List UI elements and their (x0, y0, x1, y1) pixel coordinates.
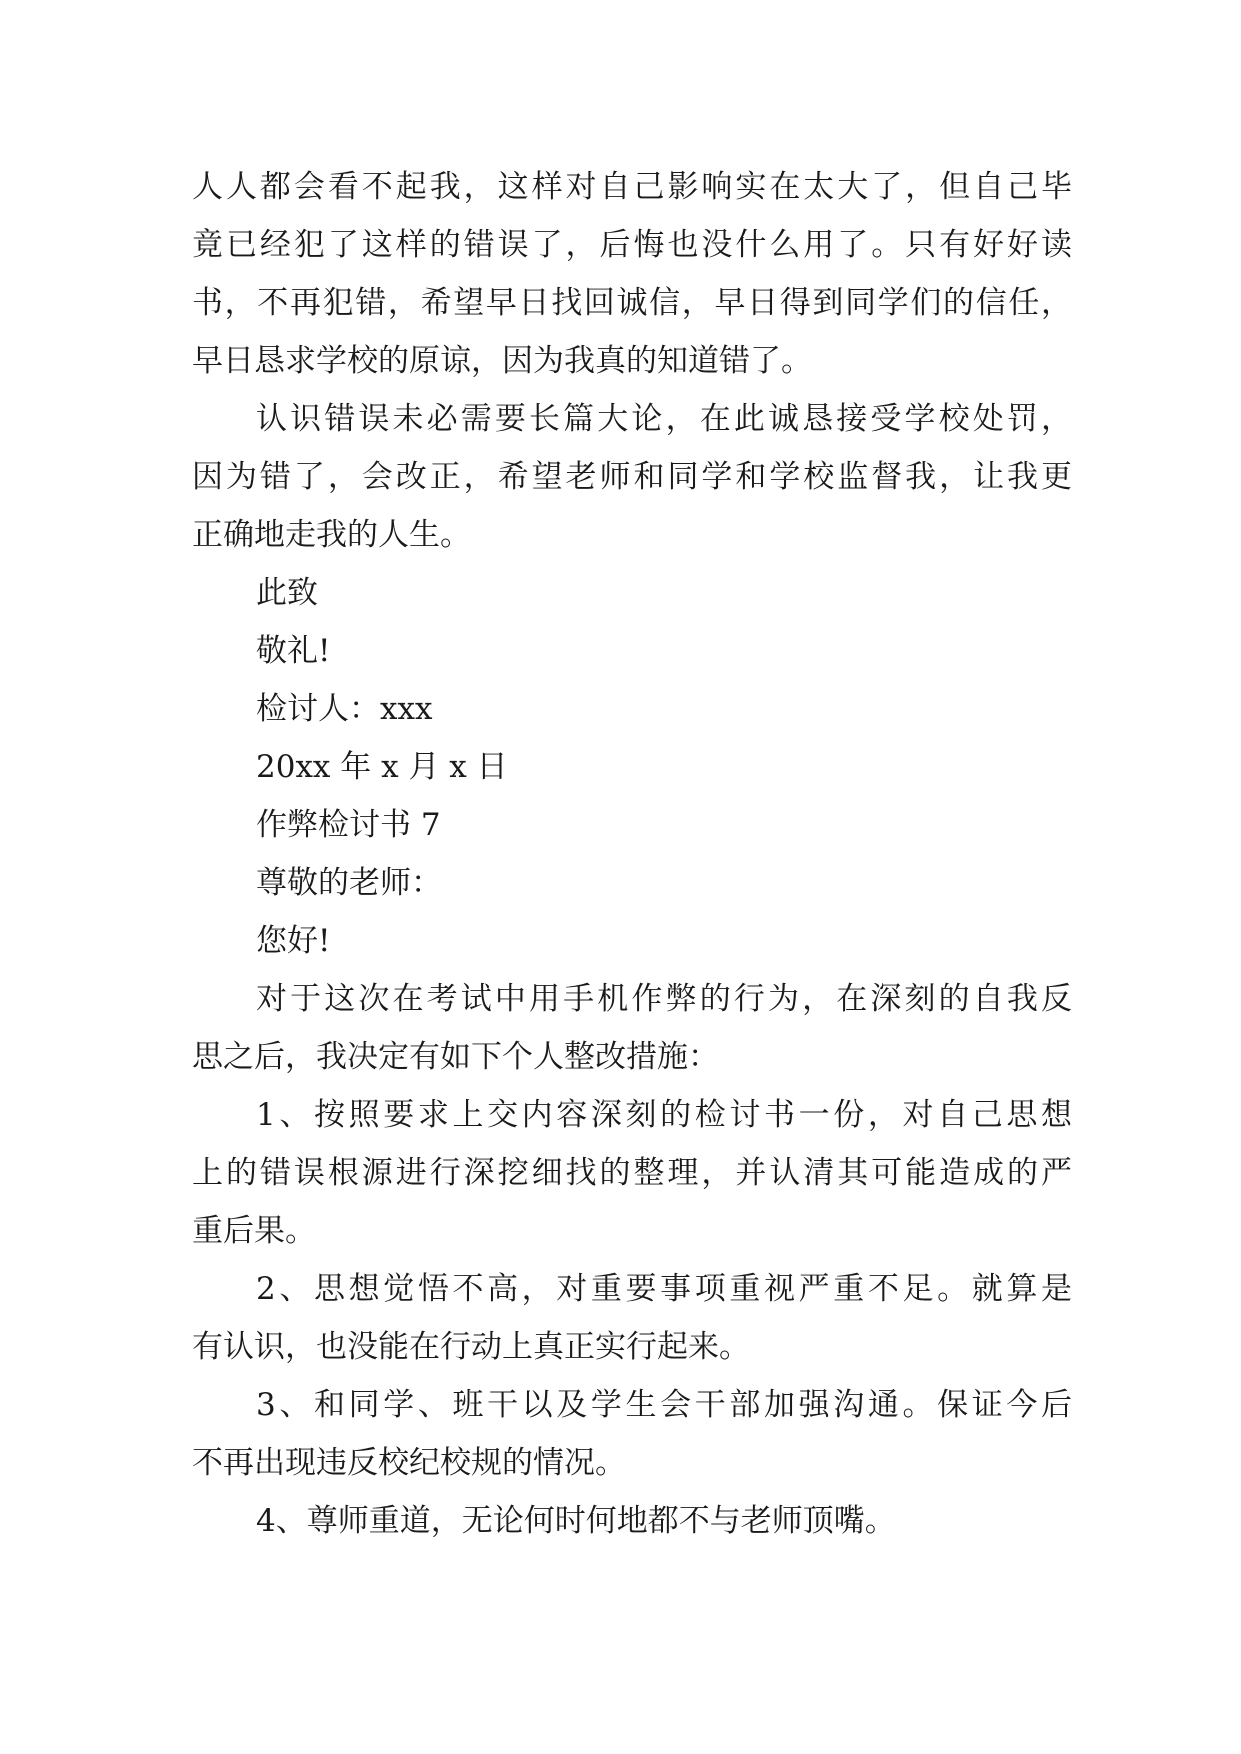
text-line: 思之后，我决定有如下个人整改措施： (192, 1039, 719, 1075)
text-line: 书，不再犯错，希望早日找回诚信，早日得到同学们的信任， (192, 285, 1072, 321)
text-line: 4、尊师重道，无论何时何地都不与老师顶嘴。 (256, 1503, 896, 1539)
text-line: 此致 (256, 575, 318, 611)
text-line: 上的错误根源进行深挖细找的整理，并认清其可能造成的严 (192, 1155, 1072, 1191)
text-line: 对于这次在考试中用手机作弊的行为，在深刻的自我反 (256, 981, 1072, 1017)
text-line: 20xx 年 x 月 x 日 (256, 749, 508, 785)
text-line: 有认识，也没能在行动上真正实行起来。 (192, 1329, 750, 1365)
text-line: 检讨人：xxx (256, 691, 433, 727)
text-line: 认识错误未必需要长篇大论，在此诚恳接受学校处罚， (256, 401, 1072, 437)
text-line: 竟已经犯了这样的错误了，后悔也没什么用了。只有好好读 (192, 227, 1072, 263)
text-line: 不再出现违反校纪校规的情况。 (192, 1445, 626, 1481)
text-line: 3、和同学、班干以及学生会干部加强沟通。保证今后 (256, 1387, 1072, 1423)
text-line: 敬礼! (256, 633, 331, 669)
text-line: 因为错了，会改正，希望老师和同学和学校监督我，让我更 (192, 459, 1072, 495)
document-body (192, 158, 1072, 1550)
text-line: 正确地走我的人生。 (192, 517, 471, 553)
text-line: 作弊检讨书 7 (256, 807, 441, 843)
text-line: 重后果。 (192, 1213, 316, 1249)
text-line: 人人都会看不起我，这样对自己影响实在太大了，但自己毕 (192, 169, 1072, 205)
text-line: 2、思想觉悟不高，对重要事项重视严重不足。就算是 (256, 1271, 1072, 1307)
text-line: 早日恳求学校的原谅，因为我真的知道错了。 (192, 343, 812, 379)
text-line: 尊敬的老师： (256, 865, 442, 901)
text-line: 您好! (256, 923, 331, 959)
text-line: 1、按照要求上交内容深刻的检讨书一份，对自己思想 (256, 1097, 1072, 1133)
